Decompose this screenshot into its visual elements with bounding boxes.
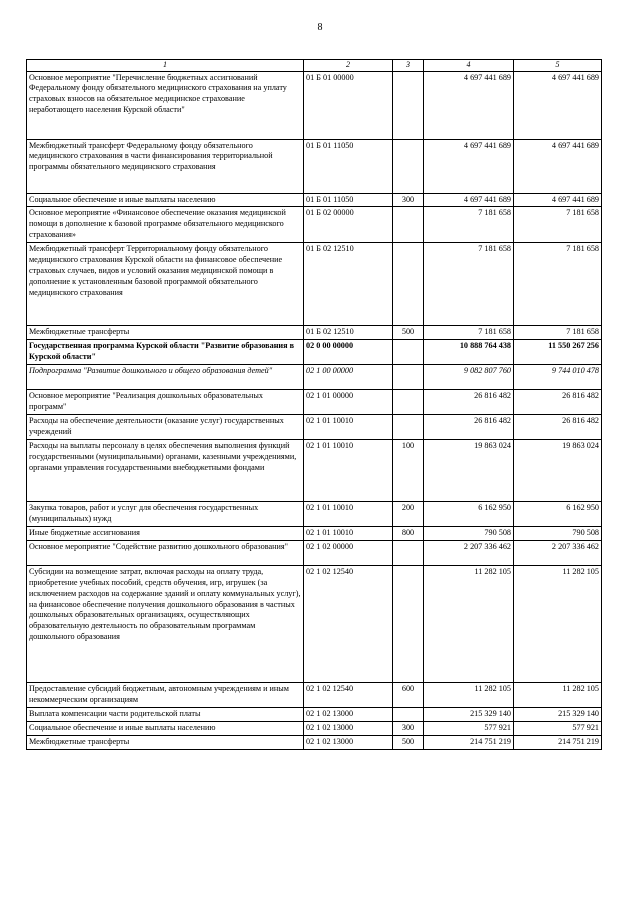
row-name-cell: Государственная программа Курской области "Развитие образования в Курской области": [27, 340, 304, 365]
row-code-cell: 02 1 00 00000: [304, 365, 393, 390]
row-amount-year2-cell: 4 697 441 689: [514, 71, 602, 139]
row-name-cell: Подпрограмма "Развитие дошкольного и общего образования детей": [27, 365, 304, 390]
row-amount-year1-cell: 26 816 482: [424, 415, 514, 440]
row-code-cell: 02 1 01 10010: [304, 527, 393, 541]
row-expense-type-cell: [393, 541, 424, 566]
table-row: [27, 721, 602, 735]
table-row: [27, 566, 602, 683]
column-number-2: 2: [304, 60, 393, 72]
row-amount-year2-cell: 577 921: [514, 721, 602, 735]
row-amount-year1-cell: 19 863 024: [424, 440, 514, 502]
row-name-cell: Основное мероприятие "Перечисление бюджетных ассигнований Федеральному фонду обязательного медицинского страхования на уплату страховых взносов на обязательное медицинское страхование неработающего населения Курской области": [27, 71, 304, 139]
column-number-header-row: [27, 60, 602, 72]
table-row: [27, 193, 602, 207]
row-expense-type-cell: 600: [393, 683, 424, 708]
row-expense-type-cell: [393, 243, 424, 326]
row-expense-type-cell: 800: [393, 527, 424, 541]
row-amount-year1-cell: 4 697 441 689: [424, 139, 514, 193]
row-name-cell: Межбюджетные трансферты: [27, 735, 304, 749]
row-amount-year2-cell: 4 697 441 689: [514, 193, 602, 207]
row-amount-year1-cell: 2 207 336 462: [424, 541, 514, 566]
row-code-cell: 02 1 01 10010: [304, 440, 393, 502]
row-amount-year2-cell: 11 550 267 256: [514, 340, 602, 365]
table-body: [27, 71, 602, 749]
table-row: [27, 708, 602, 722]
row-amount-year1-cell: 577 921: [424, 721, 514, 735]
row-expense-type-cell: 200: [393, 502, 424, 527]
table-row: [27, 502, 602, 527]
row-amount-year1-cell: 9 082 807 760: [424, 365, 514, 390]
row-amount-year1-cell: 11 282 105: [424, 566, 514, 683]
row-amount-year1-cell: 215 329 140: [424, 708, 514, 722]
row-expense-type-cell: 300: [393, 721, 424, 735]
row-amount-year2-cell: 19 863 024: [514, 440, 602, 502]
table-row: [27, 340, 602, 365]
row-amount-year1-cell: 7 181 658: [424, 207, 514, 243]
column-number-1: 1: [27, 60, 304, 72]
row-amount-year2-cell: 215 329 140: [514, 708, 602, 722]
table-row: [27, 440, 602, 502]
row-name-cell: Межбюджетные трансферты: [27, 326, 304, 340]
row-amount-year2-cell: 4 697 441 689: [514, 139, 602, 193]
table-row: [27, 207, 602, 243]
row-expense-type-cell: [393, 139, 424, 193]
row-amount-year2-cell: 7 181 658: [514, 326, 602, 340]
row-name-cell: Иные бюджетные ассигнования: [27, 527, 304, 541]
row-amount-year1-cell: 790 508: [424, 527, 514, 541]
row-amount-year2-cell: 11 282 105: [514, 566, 602, 683]
row-name-cell: Расходы на выплаты персоналу в целях обеспечения выполнения функций государственными (муниципальными) органами, казенными учреждениями, органами управления государственными внебюджетными фондами: [27, 440, 304, 502]
row-expense-type-cell: [393, 207, 424, 243]
row-amount-year2-cell: 7 181 658: [514, 243, 602, 326]
row-expense-type-cell: [393, 415, 424, 440]
row-amount-year1-cell: 4 697 441 689: [424, 71, 514, 139]
row-amount-year2-cell: 26 816 482: [514, 415, 602, 440]
row-code-cell: 01 Б 02 12510: [304, 326, 393, 340]
row-amount-year1-cell: 6 162 950: [424, 502, 514, 527]
row-amount-year2-cell: 2 207 336 462: [514, 541, 602, 566]
table-row: [27, 390, 602, 415]
table-row: [27, 139, 602, 193]
row-code-cell: 02 1 02 13000: [304, 708, 393, 722]
table-row: [27, 541, 602, 566]
row-name-cell: Расходы на обеспечение деятельности (оказание услуг) государственных учреждений: [27, 415, 304, 440]
row-name-cell: Основное мероприятие "Содействие развитию дошкольного образования": [27, 541, 304, 566]
row-code-cell: 02 1 02 12540: [304, 566, 393, 683]
row-code-cell: 02 1 01 10010: [304, 415, 393, 440]
row-code-cell: 01 Б 01 11050: [304, 139, 393, 193]
table-row: [27, 735, 602, 749]
row-name-cell: Закупка товаров, работ и услуг для обеспечения государственных (муниципальных) нужд: [27, 502, 304, 527]
row-expense-type-cell: [393, 340, 424, 365]
row-code-cell: 02 0 00 00000: [304, 340, 393, 365]
row-amount-year2-cell: 26 816 482: [514, 390, 602, 415]
row-amount-year2-cell: 11 282 105: [514, 683, 602, 708]
row-expense-type-cell: 500: [393, 735, 424, 749]
row-code-cell: 02 1 02 00000: [304, 541, 393, 566]
row-name-cell: Социальное обеспечение и иные выплаты населению: [27, 721, 304, 735]
row-amount-year2-cell: 214 751 219: [514, 735, 602, 749]
row-amount-year1-cell: 214 751 219: [424, 735, 514, 749]
row-expense-type-cell: [393, 708, 424, 722]
table-row: [27, 243, 602, 326]
row-code-cell: 02 1 01 10010: [304, 502, 393, 527]
row-code-cell: 01 Б 02 12510: [304, 243, 393, 326]
row-name-cell: Межбюджетный трансферт Территориальному фонду обязательного медицинского страхования Курской области на финансовое обеспечение страховых случаев, видов и условий оказания медицинской помощи в дополнение к установленным базовой программой обязательного медицинского страхования: [27, 243, 304, 326]
row-amount-year1-cell: 7 181 658: [424, 326, 514, 340]
row-name-cell: Межбюджетный трансферт Федеральному фонду обязательного медицинского страхования в части финансирования территориальной программы обязательного медицинского страхования: [27, 139, 304, 193]
row-expense-type-cell: [393, 71, 424, 139]
row-amount-year1-cell: 26 816 482: [424, 390, 514, 415]
row-code-cell: 01 Б 01 00000: [304, 71, 393, 139]
row-amount-year2-cell: 7 181 658: [514, 207, 602, 243]
row-expense-type-cell: 100: [393, 440, 424, 502]
row-code-cell: 02 1 02 13000: [304, 721, 393, 735]
row-name-cell: Социальное обеспечение и иные выплаты населению: [27, 193, 304, 207]
row-code-cell: 01 Б 01 11050: [304, 193, 393, 207]
row-amount-year2-cell: 6 162 950: [514, 502, 602, 527]
row-name-cell: Основное мероприятие «Финансовое обеспечение оказания медицинской помощи в дополнение к базовой программе обязательного медицинского страхования»: [27, 207, 304, 243]
row-amount-year2-cell: 790 508: [514, 527, 602, 541]
row-expense-type-cell: [393, 365, 424, 390]
table-row: [27, 683, 602, 708]
row-amount-year1-cell: 4 697 441 689: [424, 193, 514, 207]
row-amount-year1-cell: 10 888 764 438: [424, 340, 514, 365]
budget-table: [26, 59, 602, 750]
row-amount-year1-cell: 11 282 105: [424, 683, 514, 708]
row-amount-year2-cell: 9 744 010 478: [514, 365, 602, 390]
row-code-cell: 02 1 02 12540: [304, 683, 393, 708]
column-number-5: 5: [514, 60, 602, 72]
page-number: 8: [317, 22, 323, 33]
table-row: [27, 365, 602, 390]
row-amount-year1-cell: 7 181 658: [424, 243, 514, 326]
column-number-4: 4: [424, 60, 514, 72]
table-row: [27, 326, 602, 340]
row-expense-type-cell: [393, 566, 424, 683]
column-number-3: 3: [393, 60, 424, 72]
table-row: [27, 527, 602, 541]
row-code-cell: 02 1 02 13000: [304, 735, 393, 749]
table-row: [27, 415, 602, 440]
row-code-cell: 02 1 01 00000: [304, 390, 393, 415]
row-name-cell: Выплата компенсации части родительской платы: [27, 708, 304, 722]
row-expense-type-cell: [393, 390, 424, 415]
row-expense-type-cell: 500: [393, 326, 424, 340]
table-row: [27, 71, 602, 139]
row-name-cell: Предоставление субсидий бюджетным, автономным учреждениям и иным некоммерческим организациям: [27, 683, 304, 708]
row-code-cell: 01 Б 02 00000: [304, 207, 393, 243]
row-name-cell: Основное мероприятие "Реализация дошкольных образовательных программ": [27, 390, 304, 415]
row-expense-type-cell: 300: [393, 193, 424, 207]
row-name-cell: Субсидии на возмещение затрат, включая расходы на оплату труда, приобретение учебных пособий, средств обучения, игр, игрушек (за исключением расходов на содержание зданий и оплату коммунальных услуг), на финансовое обеспечение получения дошкольного образования в частных дошкольных образовательных организациях, осуществляющих образовательную деятельность по образовательным программам дошкольного образования: [27, 566, 304, 683]
